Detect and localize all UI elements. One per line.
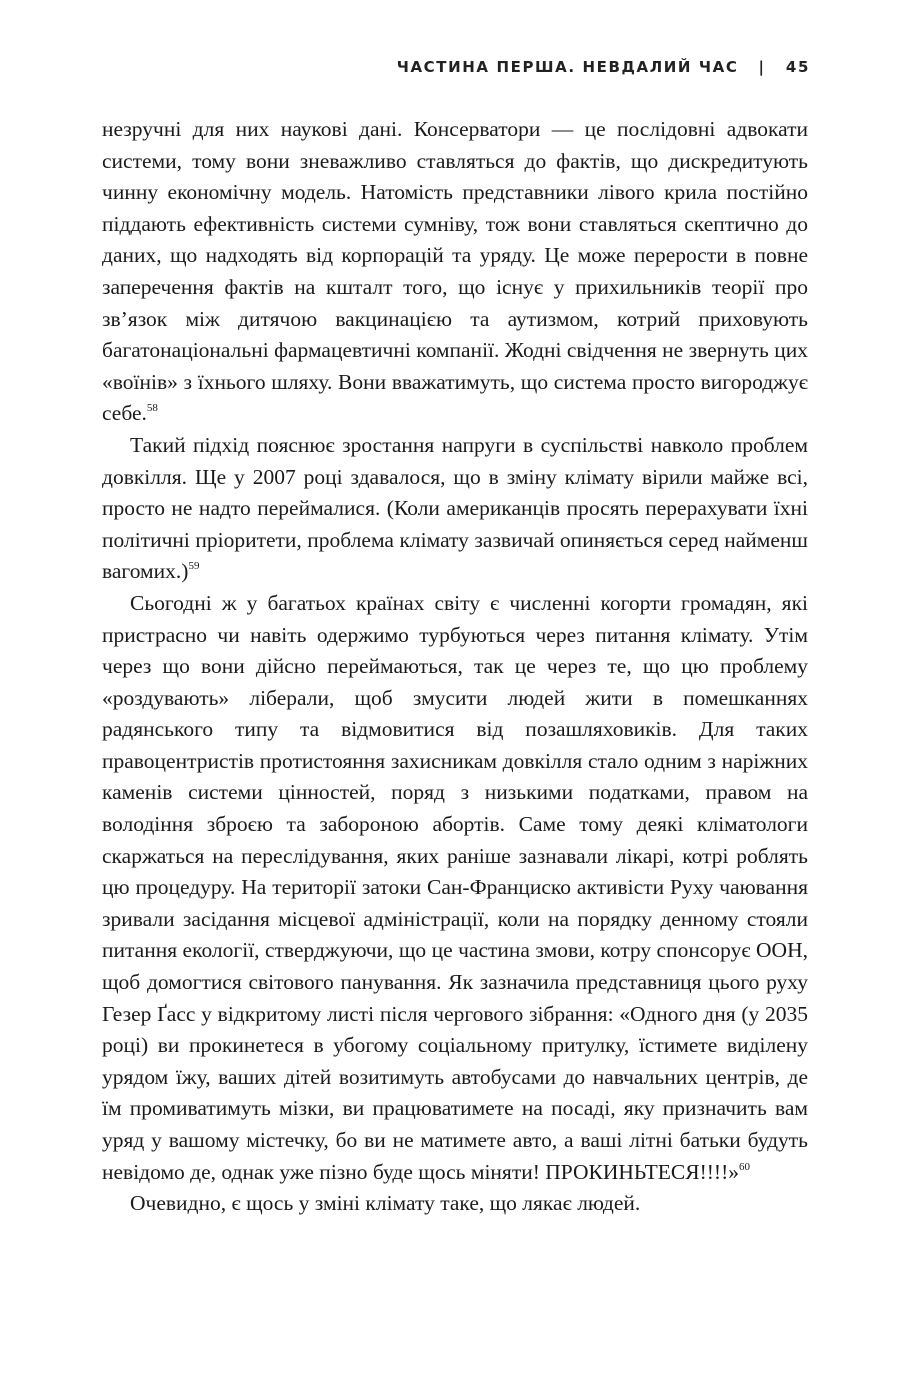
- header-separator: |: [758, 58, 764, 76]
- paragraph-text: Такий підхід пояснює зростання напруги в суспільстві навколо проблем довкілля. Ще у 2007 році здавалося, що в зміну клімату вірили майже всі, просто не надто переймалися. (Коли американців просять перерахувати їхні політичні пріоритети, проблема клімату зазвичай опиняється серед найменш вагомих.): [102, 432, 808, 584]
- footnote-ref[interactable]: 58: [146, 402, 158, 415]
- footnote-ref[interactable]: 59: [188, 560, 200, 573]
- paragraph: [102, 114, 808, 430]
- body-text: [102, 114, 808, 1220]
- chapter-title: ЧАСТИНА ПЕРША. НЕВДАЛИЙ ЧАС: [396, 58, 739, 76]
- running-header: [397, 58, 810, 76]
- paragraph-text: Очевидно, є щось у зміні клімату таке, що лякає людей.: [130, 1191, 641, 1216]
- paragraph: [102, 588, 808, 1188]
- paragraph-text: незручні для них наукові дані. Консерватори — це послідовні адвокати системи, тому вони зневажливо ставляться до фактів, що дискредитують чинну економічну модель. Натомість представники лівого крила постійно піддають ефективність системи сумніву, тож вони ставляться скептично до даних, що надходять від корпорацій та уряду. Це може перерости в повне заперечення фактів на кшталт того, що існує у прихильників теорії про зв’язок між дитячою вакцинацією та аутизмом, котрий приховують багатонаціональні фармацевтичні компанії. Жодні свідчення не звернуть цих «воїнів» з їхнього шляху. Вони вважатимуть, що система просто вигороджує себе.: [102, 117, 808, 426]
- page-number: 45: [785, 58, 810, 76]
- footnote-ref[interactable]: 60: [739, 1160, 750, 1173]
- paragraph-text: Сьогодні ж у багатьох країнах світу є численні когорти громадян, які пристрасно чи навіть одержимо турбуються через питання клімату. Утім через що вони дійсно переймаються, так це через те, що цю проблему «роздувають» ліберали, щоб змусити людей жити в помешканнях радянського типу та відмовитися від позашляховиків. Для таких правоцентристів протистояння захисникам довкілля стало одним з наріжних каменів системи цінностей, поряд з низькими податками, правом на володіння зброєю та забороною абортів. Саме тому деякі кліматологи скаржаться на переслідування, яких раніше зазнавали лікарі, котрі роблять цю процедуру. На території затоки Сан-Франциско активісти Руху чаювання зривали засідання місцевої адміністрації, коли на порядку денному стояли питання екології, стверджуючи, що це частина змови, котру спонсорує ООН, щоб домогтися світового панування. Як зазначила представниця цього руху Гезер Ґасс у відкритому листі після чергового зібрання: «Одного дня (у 2035 році) ви прокинетеся в убогому соціальному притулку, їстимете виділену урядом їжу, ваших дітей возитимуть автобусами до навчальних центрів, де їм промиватимуть мізки, ви працюватимете на посаді, яку призначить вам уряд у вашому містечку, бо ви не матимете авто, а ваші літні батьки будуть невідомо де, однак уже пізно буде щось міняти! ПРОКИНЬТЕСЯ!!!!»: [102, 590, 808, 1184]
- paragraph: [102, 430, 808, 588]
- paragraph: [102, 1188, 808, 1220]
